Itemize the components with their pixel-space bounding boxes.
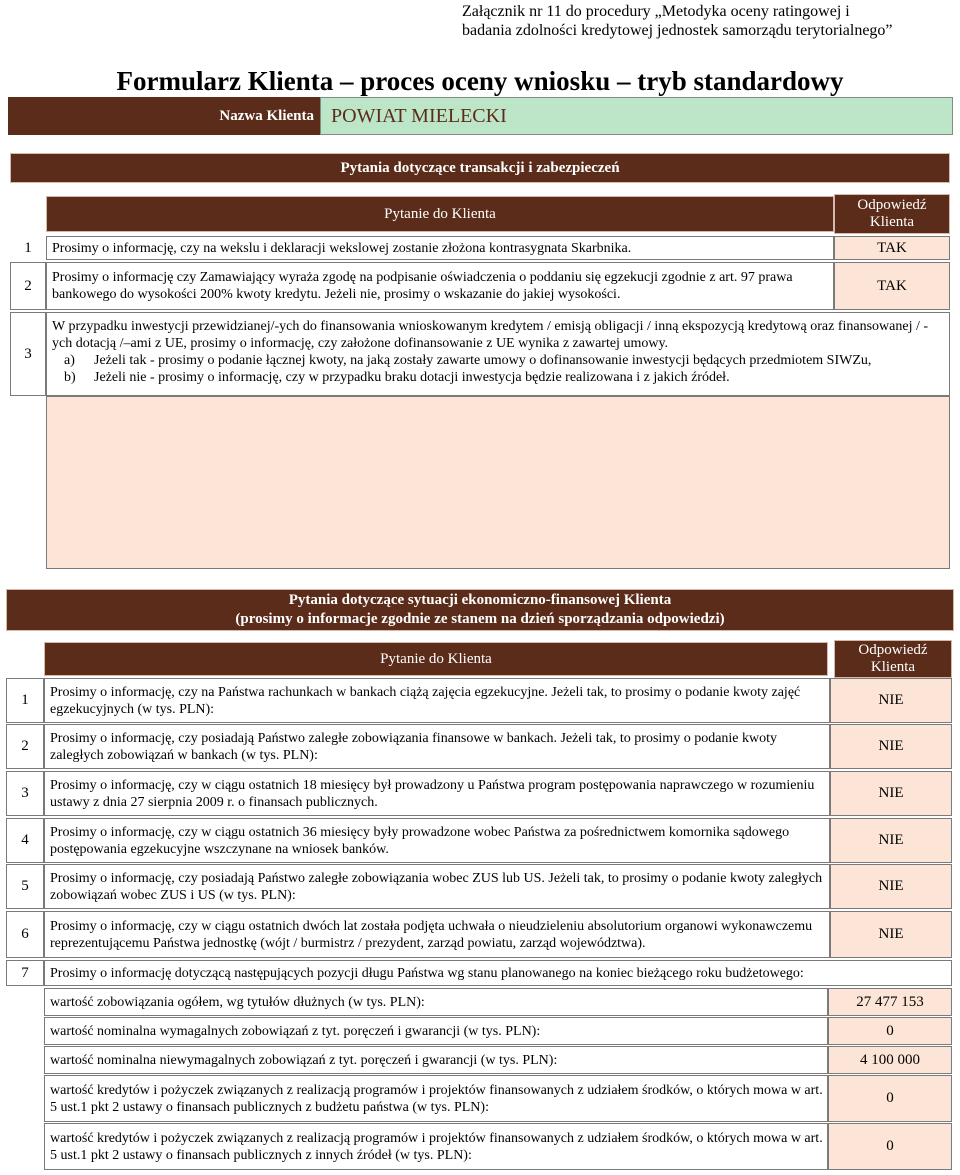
- answer-header-line-2: Klienta: [869, 214, 915, 230]
- s2-row6-num: 6: [6, 911, 44, 958]
- attachment-note: [462, 2, 952, 40]
- s2-row4-answer[interactable]: NIE: [830, 818, 952, 863]
- s1-row1-question: Prosimy o informację, czy na wekslu i deklaracji wekslowej zostanie złożona kontrasygnata Skarbnika.: [46, 236, 834, 260]
- s2-row3-num: 3: [6, 771, 44, 816]
- s1-row1-answer[interactable]: TAK: [834, 236, 950, 260]
- section1-question-header: Pytanie do Klienta: [46, 196, 834, 232]
- s2-row4-question: Prosimy o informację, czy w ciągu ostatnich 36 miesięcy były prowadzone wobec Państwa za pośrednictwem komornika sądowego postępowania egzekucyjne wszczynane na wniosek banków.: [44, 818, 830, 863]
- s2-row3-question: Prosimy o informację, czy w ciągu ostatnich 18 miesięcy był prowadzony u Państwa program postępowania naprawczego w rozumieniu ustawy z dnia 27 sierpnia 2009 r. o finansach publicznych.: [44, 771, 830, 816]
- client-name-field[interactable]: POWIAT MIELECKI: [320, 97, 953, 135]
- debt-item-2-value[interactable]: 0: [828, 1017, 952, 1045]
- section2-title-line-1: Pytania dotyczące sytuacji ekonomiczno-finansowej Klienta: [288, 592, 672, 608]
- s2-row1-num: 1: [6, 678, 44, 723]
- s1-row3-item-a: a) Jeżeli tak - prosimy o podanie łącznej kwoty, na jaką zostały zawarte umowy o dofinansowanie inwestycji będących przedmiotem SIWZu,: [64, 353, 872, 368]
- debt-item-5-label: wartość kredytów i pożyczek związanych z realizacją programów i projektów finansowanych z udziałem środków, o których mowa w art. 5 ust.1 pkt 2 ustawy o finansach publicznych z innych źródeł (w tys. PLN):: [44, 1123, 828, 1170]
- debt-item-2-label: wartość nominalna wymagalnych zobowiązań z tyt. poręczeń i gwarancji (w tys. PLN):: [44, 1017, 828, 1045]
- s2-row5-answer[interactable]: NIE: [830, 864, 952, 909]
- s2-row1-question: Prosimy o informację, czy na Państwa rachunkach w bankach ciążą zajęcia egzekucyjne. Jeżeli tak, to prosimy o podanie kwoty zajęć egzekucyjnych (w tys. PLN):: [44, 678, 830, 723]
- section2-answer-header: [834, 640, 952, 678]
- s2-row5-num: 5: [6, 864, 44, 909]
- section1-title: Pytania dotyczące transakcji i zabezpieczeń: [10, 153, 950, 183]
- debt-item-4-value[interactable]: 0: [828, 1075, 952, 1122]
- debt-item-1-value[interactable]: 27 477 153: [828, 988, 952, 1016]
- s2-row5-question: Prosimy o informację, czy posiadają Państwo zaległe zobowiązania wobec ZUS lub US. Jeżeli tak, to prosimy o podanie kwoty zaległych zobowiązań wobec ZUS i US (w tys. PLN):: [44, 864, 830, 909]
- section2-question-header: Pytanie do Klienta: [44, 642, 828, 676]
- answer-header-line-1: Odpowiedź: [857, 197, 927, 213]
- s2-row6-question: Prosimy o informację, czy w ciągu ostatnich dwóch lat została podjęta uchwała o nieudzieleniu absolutorium organowi wykonawczemu reprezentującemu Państwa jednostkę (wójt / burmistrz / prezydent, zarząd powiatu, zarząd województwa).: [44, 911, 830, 958]
- s1-row3-question: [46, 312, 950, 396]
- s2-row2-answer[interactable]: NIE: [830, 724, 952, 769]
- s1-row3-answer-area[interactable]: [46, 396, 950, 569]
- s2-row6-answer[interactable]: NIE: [830, 911, 952, 958]
- answer-header-line-1: Odpowiedź: [858, 642, 928, 658]
- s2-row4-num: 4: [6, 818, 44, 863]
- s1-row2-question: Prosimy o informację czy Zamawiający wyraża zgodę na podpisanie oświadczenia o poddaniu się egzekucji zgodnie z art. 97 prawa bankowego do wysokości 200% kwoty kredytu. Jeżeli nie, prosimy o wskazanie do jakiej wysokości.: [46, 262, 834, 310]
- s2-row7-num: 7: [6, 960, 44, 986]
- s1-row2-num: 2: [10, 262, 46, 310]
- debt-item-1-label: wartość zobowiązania ogółem, wg tytułów dłużnych (w tys. PLN):: [44, 988, 828, 1016]
- debt-item-3-label: wartość nominalna niewymagalnych zobowiązań z tyt. poręczeń i gwarancji (w tys. PLN):: [44, 1046, 828, 1074]
- s1-row3-item-b: b) Jeżeli nie - prosimy o informację, czy w przypadku braku dotacji inwestycja będzie realizowana i z jakich źródeł.: [64, 370, 730, 385]
- debt-item-5-value[interactable]: 0: [828, 1123, 952, 1170]
- client-label: Nazwa Klienta: [8, 97, 320, 135]
- attachment-line-1: Załącznik nr 11 do procedury „Metodyka oceny ratingowej i: [462, 3, 850, 20]
- answer-header-line-2: Klienta: [870, 659, 916, 675]
- form-title: Formularz Klienta – proces oceny wniosku – tryb standardowy: [116, 66, 844, 96]
- section2-title-line-2: (prosimy o informacje zgodnie ze stanem na dzień sporządzania odpowiedzi): [235, 611, 725, 627]
- attachment-line-2: badania zdolności kredytowej jednostek samorządu terytorialnego”: [462, 22, 893, 39]
- section2-title: [6, 589, 954, 631]
- s2-row1-answer[interactable]: NIE: [830, 678, 952, 723]
- debt-item-4-label: wartość kredytów i pożyczek związanych z realizacją programów i projektów finansowanych z udziałem środków, o których mowa w art. 5 ust.1 pkt 2 ustawy o finansach publicznych z budżetu państwa (w tys. PLN):: [44, 1075, 828, 1122]
- s1-row3-num: 3: [10, 312, 46, 396]
- s2-row3-answer[interactable]: NIE: [830, 771, 952, 816]
- s2-row7-question: Prosimy o informację dotyczącą następujących pozycji długu Państwa wg stanu planowanego na koniec bieżącego roku budżetowego:: [44, 960, 952, 986]
- debt-item-3-value[interactable]: 4 100 000: [828, 1046, 952, 1074]
- section1-answer-header: [834, 194, 950, 234]
- s1-row3-text: W przypadku inwestycji przewidzianej/-ych do finansowania wnioskowanym kredytem / emisją obligacji / inną ekspozycją kredytową oraz finansowanej / -ych dotacją /–ami z UE, prosimy o informację, czy założone dofinansowanie z UE wynika z zawartej umowy.: [52, 319, 929, 351]
- s1-row2-answer[interactable]: TAK: [834, 262, 950, 310]
- s2-row2-num: 2: [6, 724, 44, 769]
- s2-row2-question: Prosimy o informację, czy posiadają Państwo zaległe zobowiązania finansowe w bankach. Jeżeli tak, to prosimy o podanie kwoty zaległych zobowiązań w bankach (w tys. PLN):: [44, 724, 830, 769]
- s1-row1-num: 1: [24, 239, 32, 256]
